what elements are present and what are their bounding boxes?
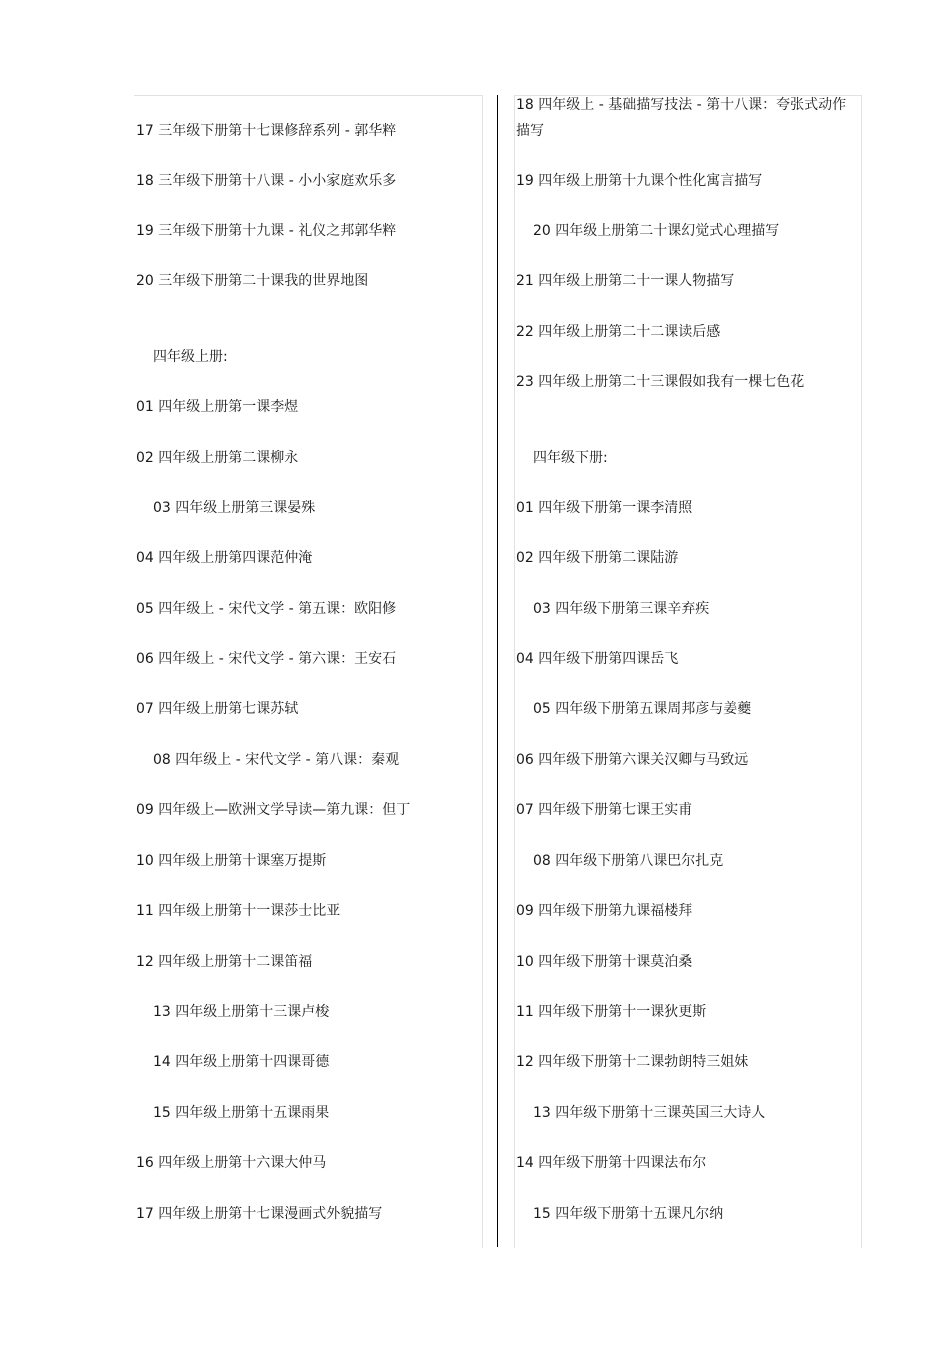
list-item: 06 四年级下册第六课关汉卿与马致远	[516, 752, 749, 768]
list-item: 19 三年级下册第十九课 - 礼仪之邦郭华粹	[136, 223, 397, 239]
list-item: 12 四年级上册第十二课笛福	[136, 954, 313, 970]
list-item: 11 四年级下册第十一课狄更斯	[516, 1004, 707, 1020]
list-item: 17 四年级上册第十七课漫画式外貌描写	[136, 1206, 383, 1222]
list-item: 15 四年级上册第十五课雨果	[153, 1105, 330, 1121]
list-item: 09 四年级下册第九课福楼拜	[516, 903, 693, 919]
list-item: 08 四年级上 - 宋代文学 - 第八课：秦观	[153, 752, 400, 768]
list-item: 03 四年级下册第三课辛弃疾	[533, 601, 710, 617]
list-item: 22 四年级上册第二十二课读后感	[516, 324, 721, 340]
list-item: 06 四年级上 - 宋代文学 - 第六课：王安石	[136, 651, 397, 667]
list-item: 10 四年级上册第十课塞万提斯	[136, 853, 327, 869]
list-item: 07 四年级下册第七课王实甫	[516, 802, 693, 818]
list-item: 19 四年级上册第十九课个性化寓言描写	[516, 173, 763, 189]
list-item: 14 四年级下册第十四课法布尔	[516, 1155, 707, 1171]
section-heading: 四年级上册:	[153, 349, 228, 365]
list-item: 18 三年级下册第十八课 - 小小家庭欢乐多	[136, 173, 397, 189]
list-item: 20 四年级上册第二十课幻觉式心理描写	[533, 223, 780, 239]
list-item: 05 四年级下册第五课周邦彦与姜夔	[533, 701, 752, 717]
list-item: 12 四年级下册第十二课勃朗特三姐妹	[516, 1054, 749, 1070]
list-item: 08 四年级下册第八课巴尔扎克	[533, 853, 724, 869]
list-item: 20 三年级下册第二十课我的世界地图	[136, 273, 369, 289]
list-item: 05 四年级上 - 宋代文学 - 第五课：欧阳修	[136, 601, 397, 617]
list-item: 02 四年级下册第二课陆游	[516, 550, 679, 566]
list-item: 23 四年级上册第二十三课假如我有一棵七色花	[516, 374, 805, 390]
list-item: 11 四年级上册第十一课莎士比亚	[136, 903, 341, 919]
list-item: 16 四年级上册第十六课大仲马	[136, 1155, 327, 1171]
section-heading: 四年级下册:	[533, 450, 608, 466]
list-item: 21 四年级上册第二十一课人物描写	[516, 273, 735, 289]
list-item: 09 四年级上—欧洲文学导读—第九课：但丁	[136, 802, 411, 818]
list-item: 03 四年级上册第三课晏殊	[153, 500, 316, 516]
list-item: 18 四年级上 - 基础描写技法 - 第十八课：夸张式动作描写	[516, 97, 847, 139]
list-item: 17 三年级下册第十七课修辞系列 - 郭华粹	[136, 123, 397, 139]
list-item: 10 四年级下册第十课莫泊桑	[516, 954, 693, 970]
list-item: 13 四年级上册第十三课卢梭	[153, 1004, 330, 1020]
list-item: 04 四年级下册第四课岳飞	[516, 651, 679, 667]
list-item: 14 四年级上册第十四课哥德	[153, 1054, 330, 1070]
list-item: 13 四年级下册第十三课英国三大诗人	[533, 1105, 766, 1121]
list-item: 02 四年级上册第二课柳永	[136, 450, 299, 466]
list-item: 15 四年级下册第十五课凡尔纳	[533, 1206, 724, 1222]
list-item: 01 四年级上册第一课李煜	[136, 399, 299, 415]
list-item: 07 四年级上册第七课苏轼	[136, 701, 299, 717]
list-item: 01 四年级下册第一课李清照	[516, 500, 693, 516]
column-divider	[497, 95, 498, 1247]
list-item: 04 四年级上册第四课范仲淹	[136, 550, 313, 566]
